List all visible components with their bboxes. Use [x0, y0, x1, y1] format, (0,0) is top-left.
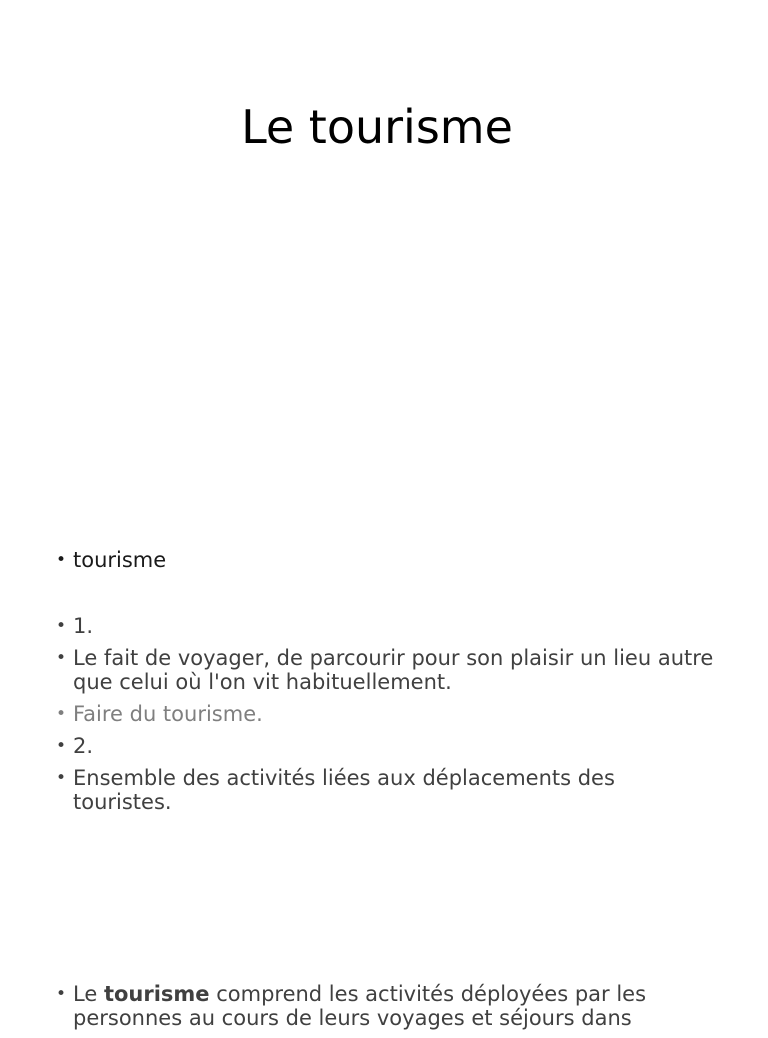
- text-bold: tourisme: [103, 982, 210, 1006]
- list-item: • tourisme: [56, 548, 716, 572]
- bullet-list-definitions: [56, 614, 716, 822]
- text-prefix: Le: [73, 982, 104, 1006]
- bullet-list-description: [56, 982, 716, 1038]
- bullet-list-headword: [56, 548, 716, 580]
- list-item: • 1.: [56, 614, 716, 638]
- list-item: [56, 982, 716, 1030]
- list-item: • Faire du tourisme.: [56, 702, 716, 726]
- list-item: • 2.: [56, 734, 716, 758]
- page-title: Le tourisme: [241, 100, 513, 154]
- list-item: • Le fait de voyager, de parcourir pour son plaisir un lieu autre que celui où l'on vit habituellement.: [56, 646, 716, 694]
- list-item: • Ensemble des activités liées aux déplacements des touristes.: [56, 766, 716, 814]
- text-rest: comprend les activités déployées par les personnes au cours de leurs voyages et séjours dans: [73, 982, 647, 1030]
